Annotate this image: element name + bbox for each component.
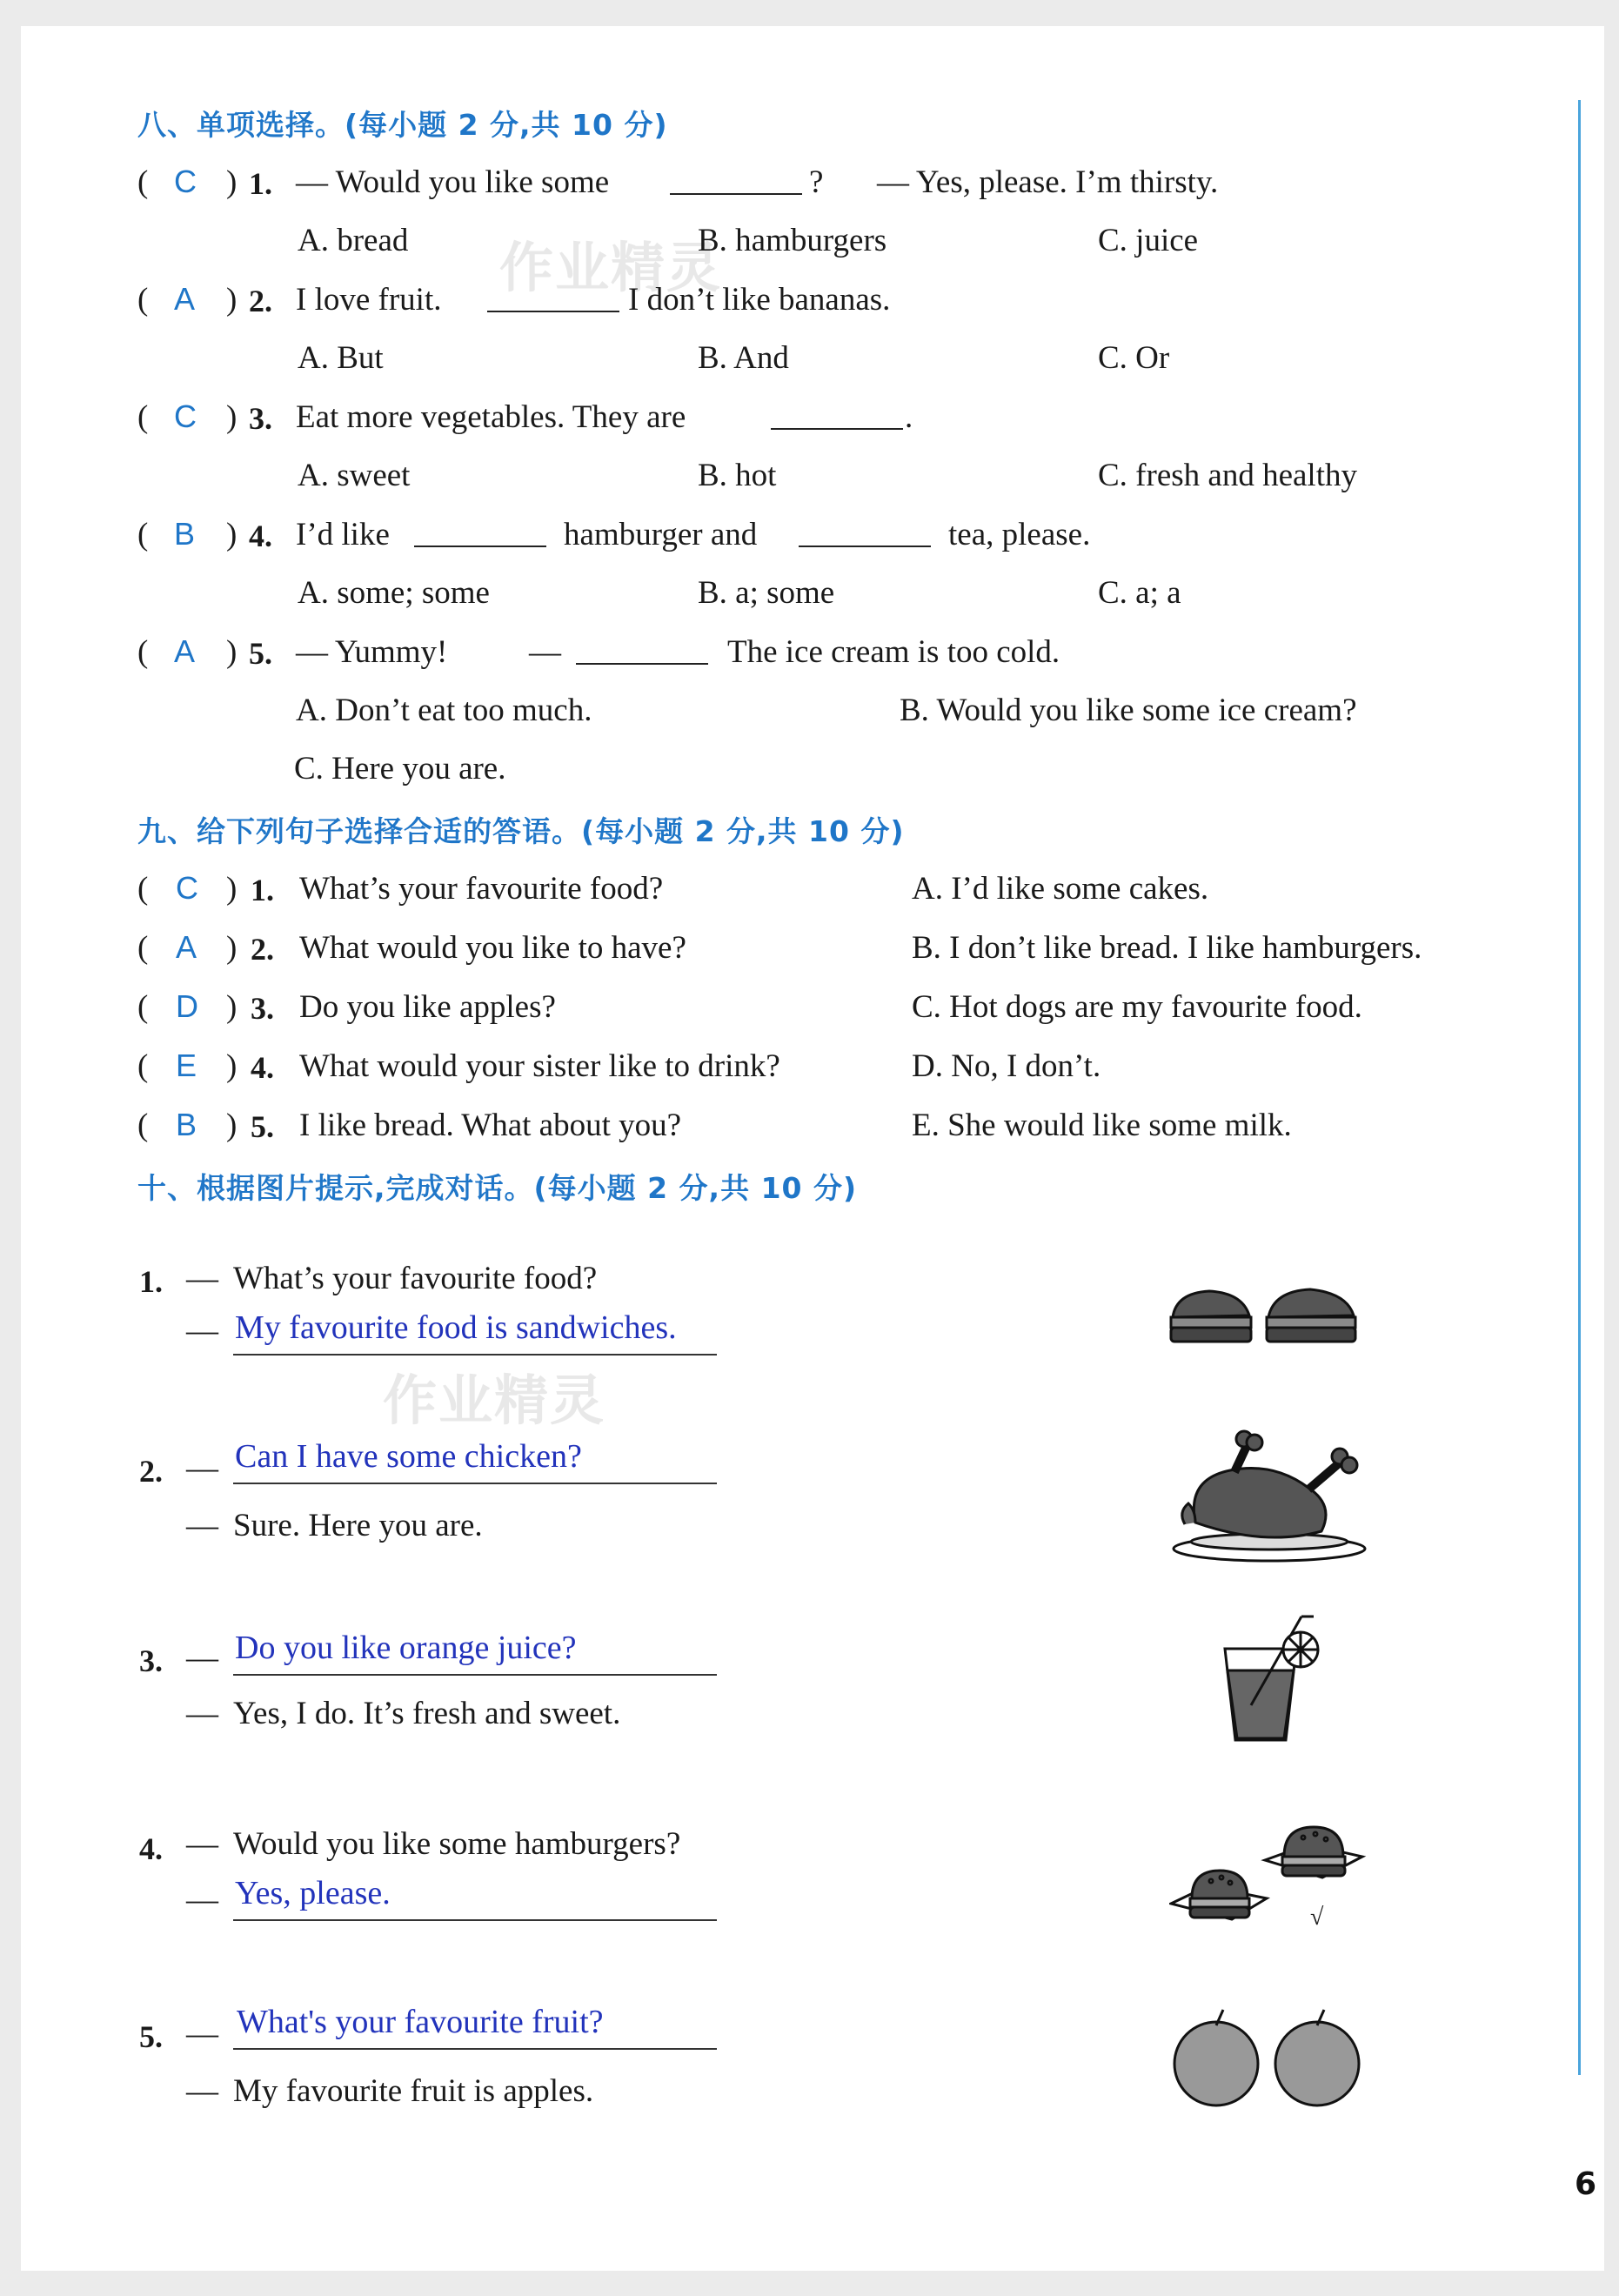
match-reply: B. I don’t like bread. I like hamburgers.	[912, 930, 1422, 966]
match-reply: A. I’d like some cakes.	[912, 871, 1209, 907]
answer-bracket: (	[137, 399, 149, 435]
answer-mark: C	[176, 870, 198, 906]
dialog-dash: —	[186, 2016, 218, 2052]
option-a: A. some; some	[298, 575, 490, 611]
answer-mark: C	[174, 398, 197, 434]
match-question: What’s your favourite food?	[299, 871, 664, 907]
answer-bracket: )	[226, 399, 237, 435]
answer-bracket: (	[137, 634, 149, 670]
answer-line	[233, 1354, 717, 1356]
handwritten-answer: Yes, please.	[235, 1875, 391, 1911]
answer-bracket: )	[226, 871, 237, 907]
fill-blank	[771, 402, 903, 433]
fill-blank	[576, 637, 708, 668]
answer-mark: D	[176, 988, 198, 1024]
question-stem: I love fruit.	[296, 282, 442, 318]
fill-blank	[487, 284, 619, 316]
fill-blank	[414, 519, 546, 551]
answer-mark: A	[174, 633, 196, 669]
section-10-title: 十、根据图片提示,完成对话。(每小题 2 分,共 10 分)	[137, 1171, 858, 1205]
match-reply: C. Hot dogs are my favourite food.	[912, 989, 1362, 1025]
question-stem: — Yes, please. I’m thirsty.	[877, 164, 1219, 200]
dialog-dash: —	[186, 1882, 218, 1918]
answer-bracket: (	[137, 517, 149, 552]
answer-bracket: )	[226, 1048, 237, 1084]
section-8-title: 八、单项选择。(每小题 2 分,共 10 分)	[137, 108, 668, 142]
answer-mark: B	[174, 516, 196, 552]
dialog-number: 1.	[139, 1264, 163, 1299]
dialog-number: 3.	[139, 1643, 163, 1678]
dialog-number: 2.	[139, 1454, 163, 1489]
question-stem: .	[905, 399, 913, 435]
dialog-dash: —	[186, 1826, 218, 1862]
dialog-dash: —	[186, 1313, 218, 1349]
answer-mark: A	[174, 281, 196, 317]
dialog-line: Sure. Here you are.	[233, 1508, 483, 1543]
answer-line	[233, 1674, 717, 1676]
answer-bracket: (	[137, 282, 149, 318]
apple-icon	[1169, 2001, 1375, 2114]
answer-line	[233, 1483, 717, 1484]
check-mark: √	[1310, 1904, 1324, 1931]
question-number: 4.	[249, 519, 272, 553]
question-stem: ?	[809, 164, 824, 200]
question-number: 5.	[249, 636, 272, 671]
answer-bracket: (	[137, 164, 149, 200]
question-number: 5.	[251, 1109, 274, 1144]
dialog-dash: —	[186, 2073, 218, 2109]
option-a: A. Don’t eat too much.	[296, 693, 592, 728]
watermark: 作业精灵	[383, 1369, 606, 1432]
juice-glass-icon	[1216, 1610, 1329, 1749]
dialog-dash: —	[186, 1640, 218, 1676]
section-9-title: 九、给下列句子选择合适的答语。(每小题 2 分,共 10 分)	[137, 814, 905, 848]
answer-bracket: (	[137, 871, 149, 907]
margin-rule	[1578, 100, 1581, 2075]
answer-bracket: (	[137, 1048, 149, 1084]
option-a: A. sweet	[298, 458, 411, 493]
dialog-dash: —	[186, 1508, 218, 1543]
question-number: 1.	[251, 873, 274, 907]
question-number: 2.	[251, 932, 274, 967]
answer-bracket: )	[226, 989, 237, 1025]
answer-mark: C	[174, 164, 197, 199]
option-b: B. Would you like some ice cream?	[900, 693, 1357, 728]
option-c: C. juice	[1098, 223, 1199, 258]
match-reply: D. No, I don’t.	[912, 1048, 1101, 1084]
answer-bracket: )	[226, 930, 237, 966]
option-c: C. a; a	[1098, 575, 1181, 611]
option-b: B. a; some	[698, 575, 835, 611]
fill-blank	[799, 519, 931, 551]
question-number: 3.	[249, 401, 272, 436]
dialog-number: 4.	[139, 1831, 163, 1866]
roast-chicken-icon	[1169, 1427, 1369, 1566]
dialog-dash: —	[186, 1450, 218, 1486]
handwritten-answer: Can I have some chicken?	[235, 1438, 582, 1475]
option-b: B. hamburgers	[698, 223, 887, 258]
option-c: C. fresh and healthy	[1098, 458, 1357, 493]
dialog-line: Yes, I do. It’s fresh and sweet.	[233, 1696, 621, 1731]
option-b: B. hot	[698, 458, 777, 493]
answer-bracket: )	[226, 164, 237, 200]
answer-bracket: (	[137, 1108, 149, 1143]
handwritten-answer: Do you like orange juice?	[235, 1630, 577, 1666]
watermark: 作业精灵	[499, 236, 723, 299]
dialog-line: Would you like some hamburgers?	[233, 1826, 681, 1862]
handwritten-answer: My favourite food is sandwiches.	[235, 1309, 677, 1346]
option-c: C. Here you are.	[294, 751, 506, 787]
match-question: What would your sister like to drink?	[299, 1048, 780, 1084]
dialog-line: My favourite fruit is apples.	[233, 2073, 594, 2109]
answer-bracket: )	[226, 282, 237, 318]
question-stem: — Yummy!	[296, 634, 448, 670]
question-stem: Eat more vegetables. They are	[296, 399, 686, 435]
dialog-dash: —	[186, 1261, 218, 1296]
hamburger-icon	[1169, 1808, 1369, 1956]
answer-bracket: (	[137, 989, 149, 1025]
question-number: 2.	[249, 284, 272, 318]
dialog-dash: —	[186, 1696, 218, 1731]
answer-bracket: )	[226, 517, 237, 552]
question-stem: —	[529, 634, 561, 670]
question-stem: hamburger and	[564, 517, 758, 552]
option-b: B. And	[698, 340, 789, 376]
match-question: What would you like to have?	[299, 930, 686, 966]
question-number: 1.	[249, 166, 272, 201]
match-reply: E. She would like some milk.	[912, 1108, 1292, 1143]
dialog-line: What’s your favourite food?	[233, 1261, 598, 1296]
option-a: A. bread	[298, 223, 409, 258]
answer-mark: E	[176, 1048, 197, 1083]
question-stem: I don’t like bananas.	[628, 282, 891, 318]
question-number: 4.	[251, 1050, 274, 1085]
question-stem: The ice cream is too cold.	[727, 634, 1060, 670]
sandwich-icon	[1166, 1272, 1375, 1359]
answer-bracket: )	[226, 634, 237, 670]
question-stem: I’d like	[296, 517, 390, 552]
option-a: A. But	[298, 340, 384, 376]
page-number: 6	[1575, 2166, 1597, 2202]
answer-mark: A	[176, 929, 197, 965]
question-number: 3.	[251, 991, 274, 1026]
handwritten-answer: What's your favourite fruit?	[237, 2004, 604, 2040]
answer-bracket: (	[137, 930, 149, 966]
dialog-number: 5.	[139, 2019, 163, 2054]
match-question: I like bread. What about you?	[299, 1108, 682, 1143]
question-stem: tea, please.	[948, 517, 1091, 552]
answer-mark: B	[176, 1107, 197, 1142]
question-stem: — Would you like some	[296, 164, 610, 200]
option-c: C. Or	[1098, 340, 1170, 376]
match-question: Do you like apples?	[299, 989, 556, 1025]
answer-line	[233, 2048, 717, 2050]
answer-bracket: )	[226, 1108, 237, 1143]
answer-line	[233, 1919, 717, 1921]
fill-blank	[670, 167, 802, 198]
